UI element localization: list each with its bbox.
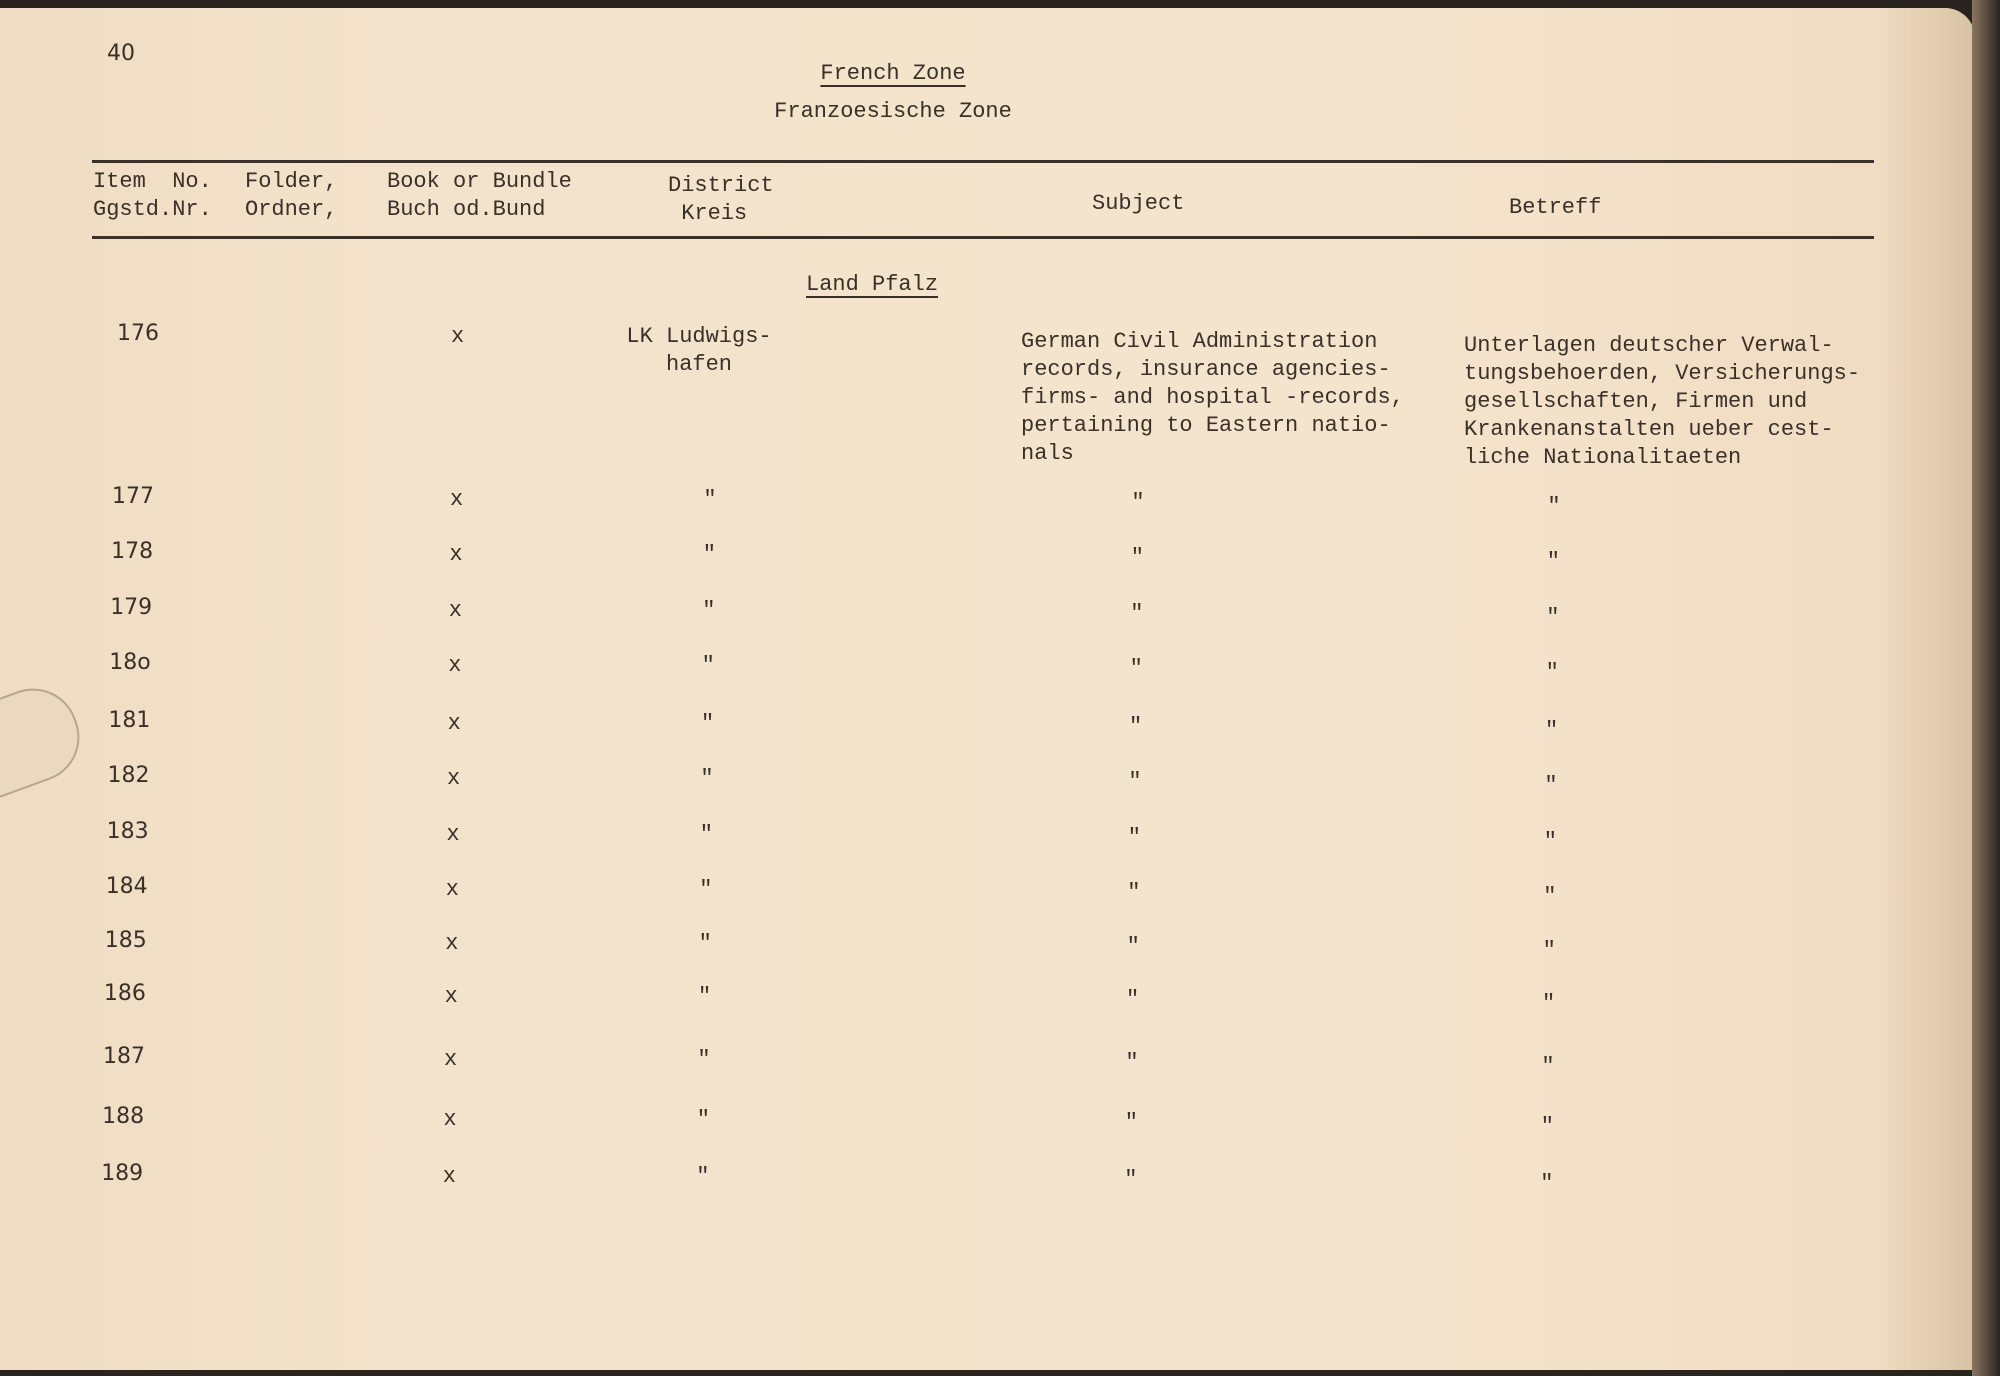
subject-cell: " bbox=[1127, 880, 1141, 905]
district-cell: " bbox=[700, 711, 715, 736]
betreff-cell: " bbox=[1547, 494, 1561, 519]
document-subtitle: Franzoesische Zone bbox=[774, 99, 1012, 124]
book-mark: x bbox=[448, 598, 462, 623]
betreff-cell: " bbox=[1540, 1114, 1554, 1139]
book-mark: x bbox=[444, 1047, 458, 1072]
district-cell: " bbox=[696, 1164, 710, 1189]
book-mark: x bbox=[447, 766, 461, 791]
item-number: 18o bbox=[109, 650, 151, 675]
item-number: 182 bbox=[107, 763, 150, 788]
betreff-cell: " bbox=[1546, 605, 1560, 630]
subject-cell: " bbox=[1131, 490, 1145, 515]
subject-cell: " bbox=[1127, 825, 1141, 850]
betreff-cell: " bbox=[1541, 1054, 1555, 1079]
document-page bbox=[0, 8, 1975, 1370]
betreff-cell: " bbox=[1544, 773, 1558, 798]
betreff-cell: " bbox=[1543, 829, 1557, 854]
book-mark: x bbox=[445, 877, 459, 902]
book-mark: x bbox=[451, 324, 465, 349]
item-number: 176 bbox=[117, 321, 159, 346]
district-cell: " bbox=[697, 984, 712, 1009]
book-spine-edge bbox=[1972, 0, 2000, 1376]
subject-cell: " bbox=[1125, 987, 1140, 1012]
district-cell: " bbox=[698, 931, 712, 956]
section-heading: Land Pfalz bbox=[806, 272, 939, 297]
item-number: 178 bbox=[111, 539, 154, 564]
item-number: 187 bbox=[103, 1044, 145, 1069]
subject-cell: " bbox=[1124, 1167, 1138, 1192]
subject-cell: " bbox=[1126, 934, 1140, 959]
item-number: 185 bbox=[104, 928, 147, 953]
subject-cell: " bbox=[1129, 656, 1143, 681]
subject-cell: " bbox=[1128, 769, 1142, 794]
book-mark: x bbox=[444, 984, 458, 1009]
header-betreff: Betreff bbox=[1509, 195, 1602, 220]
betreff-cell: " bbox=[1542, 938, 1556, 963]
book-mark: x bbox=[442, 1164, 456, 1189]
district-cell: " bbox=[700, 766, 714, 791]
item-number: 186 bbox=[103, 981, 146, 1006]
district-cell: " bbox=[697, 1047, 711, 1072]
betreff-cell: " bbox=[1541, 991, 1556, 1016]
subject-cell: " bbox=[1130, 545, 1144, 570]
betreff-cell: " bbox=[1540, 1171, 1554, 1196]
book-mark: x bbox=[443, 1107, 457, 1132]
subject-cell: " bbox=[1125, 1050, 1139, 1075]
item-number: 181 bbox=[108, 708, 151, 733]
betreff-cell: " bbox=[1543, 884, 1557, 909]
book-mark: x bbox=[445, 931, 459, 956]
district-cell: " bbox=[696, 1107, 710, 1132]
header-bottom-rule bbox=[92, 236, 1874, 239]
district-cell: " bbox=[703, 487, 717, 512]
item-number: 189 bbox=[101, 1161, 144, 1186]
district-cell: " bbox=[699, 877, 713, 902]
header-book: Book or Bundle Buch od.Bund bbox=[387, 169, 572, 222]
subject-cell: " bbox=[1128, 714, 1143, 739]
header-folder: Folder, Ordner, bbox=[245, 169, 338, 222]
item-number: 183 bbox=[106, 819, 149, 844]
district-cell: LK Ludwigs- hafen bbox=[626, 324, 772, 377]
district-cell: " bbox=[701, 653, 715, 678]
book-mark: x bbox=[449, 542, 463, 567]
book-mark: x bbox=[448, 653, 462, 678]
page-number: 40 bbox=[107, 41, 135, 66]
item-number: 177 bbox=[112, 484, 154, 509]
document-title: French Zone bbox=[820, 61, 966, 86]
book-mark: x bbox=[447, 711, 461, 736]
subject-cell: " bbox=[1130, 601, 1144, 626]
item-number: 188 bbox=[102, 1104, 145, 1129]
district-cell: " bbox=[702, 542, 716, 567]
book-mark: x bbox=[446, 822, 460, 847]
district-cell: " bbox=[699, 822, 713, 847]
betreff-cell: " bbox=[1544, 718, 1559, 743]
betreff-cell: " bbox=[1545, 660, 1559, 685]
header-district: District Kreis bbox=[668, 173, 774, 226]
item-number: 184 bbox=[105, 874, 148, 899]
header-item-no: Item No. Ggstd.Nr. bbox=[93, 169, 212, 222]
item-number: 179 bbox=[110, 595, 153, 620]
district-cell: " bbox=[702, 598, 716, 623]
subject-cell: German Civil Administration records, insurance agencies- firms- and hospital -records, pertaining to Eastern natio- nals bbox=[1021, 329, 1404, 466]
header-top-rule bbox=[92, 160, 1874, 163]
book-mark: x bbox=[450, 487, 464, 512]
betreff-cell: " bbox=[1546, 549, 1560, 574]
header-subject: Subject bbox=[1092, 191, 1185, 216]
betreff-cell: Unterlagen deutscher Verwal- tungsbehoerden, Versicherungs- gesellschaften, Firmen und Krankenanstalten ueber cest- liche Nationalitaeten bbox=[1464, 333, 1861, 470]
subject-cell: " bbox=[1124, 1110, 1138, 1135]
